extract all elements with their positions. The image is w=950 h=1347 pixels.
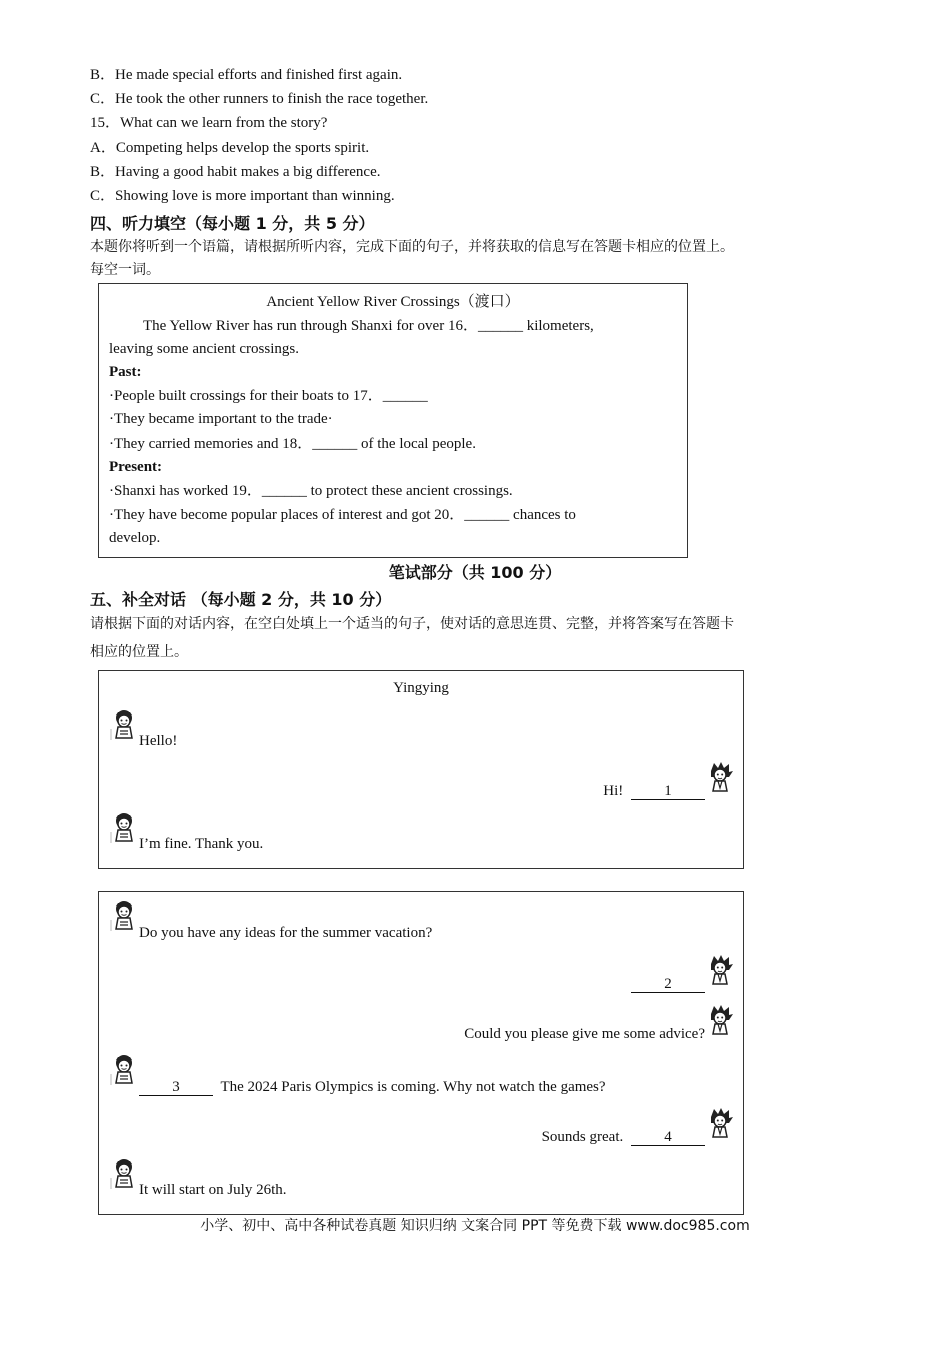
blank-1[interactable]: 1	[631, 783, 705, 800]
blank-3[interactable]: 3	[139, 1079, 213, 1096]
q14-option-c: C．He took the other runners to finish the race together.	[90, 91, 429, 107]
present-item-3: develop.	[109, 530, 161, 546]
girl-avatar-icon	[109, 709, 139, 741]
dialog1-line-2	[603, 781, 705, 801]
girl-avatar-icon	[109, 1054, 139, 1086]
q15-option-c: C．Showing love is more important than winning.	[90, 188, 395, 204]
dialog1-line-2-text: Hi!	[603, 783, 624, 799]
box-intro-1: The Yellow River has run through Shanxi for over 16．______ kilometers,	[143, 318, 594, 334]
section4-instruction-2: 每空一词。	[90, 262, 160, 278]
dialog-box-2	[98, 891, 744, 1215]
q14-option-b: B．He made special efforts and finished first again.	[90, 67, 403, 83]
boy-avatar-icon	[705, 1004, 735, 1036]
dialog2-line-4-text: The 2024 Paris Olympics is coming. Why not watch the games?	[220, 1079, 606, 1095]
q15-question: 15．What can we learn from the story?	[90, 115, 328, 131]
q15-option-b: B．Having a good habit makes a big difference.	[90, 164, 381, 180]
dialog1-line-1: Hello!	[139, 733, 178, 749]
blank-4[interactable]: 4	[631, 1129, 705, 1146]
girl-avatar-icon	[109, 812, 139, 844]
dialog2-line-1: Do you have any ideas for the summer vacation?	[139, 925, 433, 941]
box-title: Ancient Yellow River Crossings（渡口）	[266, 294, 520, 310]
boy-avatar-icon	[705, 1107, 735, 1139]
past-item-3: ·They carried memories and 18．______ of the local people.	[109, 436, 476, 452]
dialog2-line-5-text: Sounds great.	[541, 1129, 624, 1145]
past-label: Past:	[109, 364, 142, 380]
blank-2[interactable]: 2	[631, 976, 705, 993]
dialog2-line-3: Could you please give me some advice?	[464, 1026, 705, 1042]
past-item-2: ·They became important to the trade·	[109, 411, 333, 427]
section4-instruction: 本题你将听到一个语篇，请根据所听内容，完成下面的句子，并将获取的信息写在答题卡相应的位置上。	[90, 239, 734, 255]
girl-avatar-icon	[109, 900, 139, 932]
girl-avatar-icon	[109, 1158, 139, 1190]
q15-option-a: A．Competing helps develop the sports spirit.	[90, 140, 370, 156]
dialog2-line-6: It will start on July 26th.	[139, 1182, 287, 1198]
written-part-title: 笔试部分（共 100 分）	[388, 563, 562, 582]
dialog1-line-3: I’m fine. Thank you.	[139, 836, 264, 852]
past-item-1: ·People built crossings for their boats to 17．______	[109, 388, 428, 404]
present-label: Present:	[109, 459, 163, 475]
box-intro-2: leaving some ancient crossings.	[109, 341, 299, 357]
boy-avatar-icon	[705, 761, 735, 793]
boy-avatar-icon	[705, 954, 735, 986]
page-footer: 小学、初中、高中各种试卷真题 知识归纳 文案合同 PPT 等免费下载 www.doc985.com	[200, 1218, 750, 1234]
dialog-speaker-name: Yingying	[393, 680, 449, 696]
section5-instruction: 请根据下面的对话内容，在空白处填上一个适当的句子，使对话的意思连贯、完整，并将答案写在答题卡	[90, 616, 734, 632]
dialog2-line-2	[631, 974, 705, 994]
dialog2-line-5	[542, 1127, 705, 1147]
section5-instruction-2: 相应的位置上。	[90, 644, 188, 660]
present-item-2: ·They have become popular places of interest and got 20．______ chances to	[109, 507, 576, 523]
listening-box	[98, 283, 688, 558]
dialog2-line-4	[139, 1077, 606, 1097]
dialog-box-1	[98, 670, 744, 869]
present-item-1: ·Shanxi has worked 19．______ to protect these ancient crossings.	[109, 483, 513, 499]
section4-title: 四、听力填空（每小题 1 分，共 5 分）	[90, 214, 375, 233]
section5-title: 五、补全对话 （每小题 2 分，共 10 分）	[90, 590, 392, 609]
